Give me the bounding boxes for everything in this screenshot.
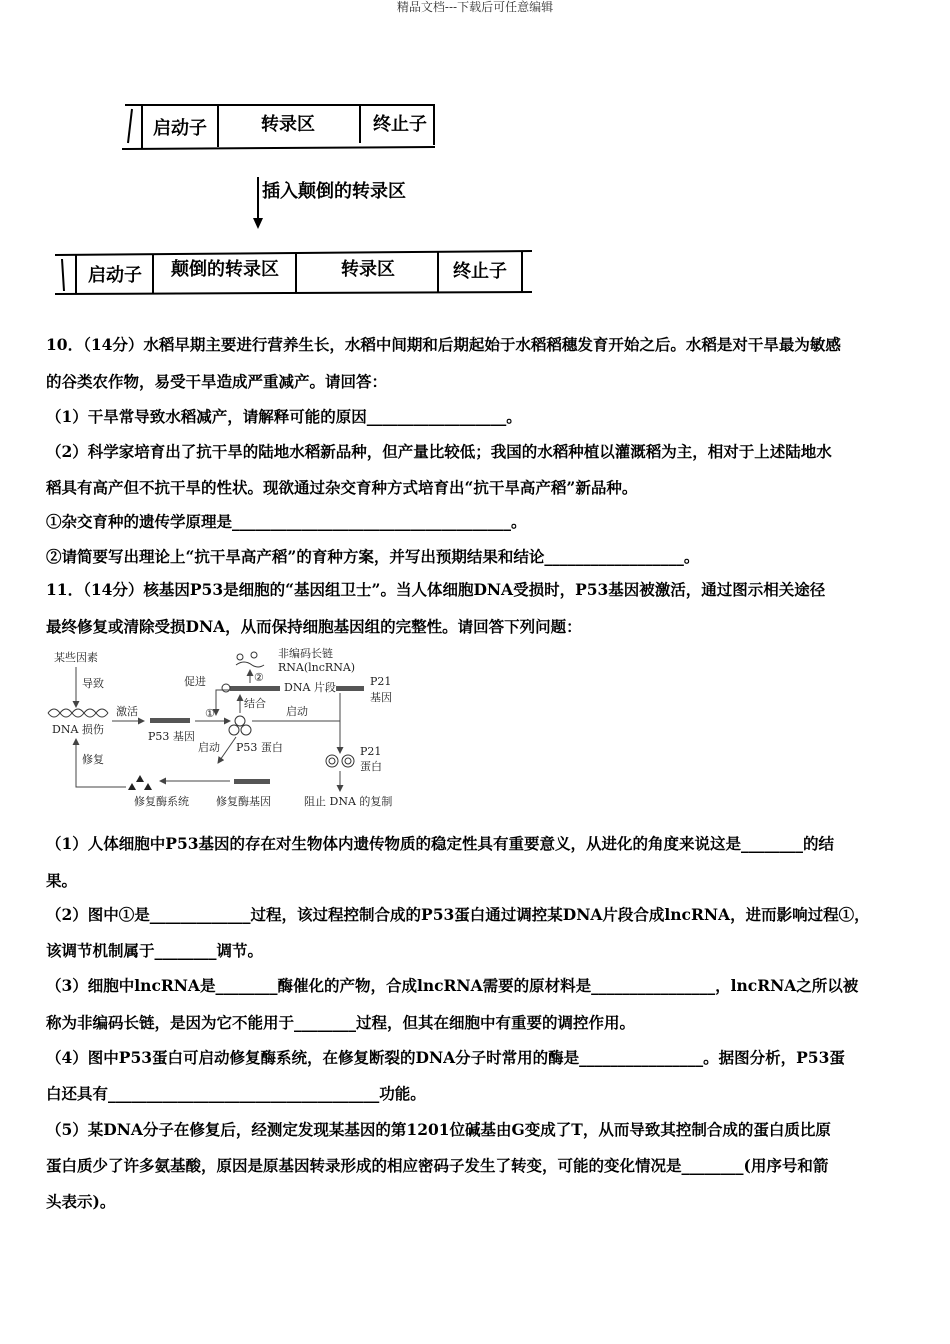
q10-line-5: 稻具有高产但不抗干旱的性状。现欲通过杂交育种方式培育出“抗干旱高产稻”新品种。	[46, 478, 638, 497]
dg-bind: 结合	[244, 697, 266, 710]
q10-line-1: 10．（14分）水稻早期主要进行营养生长，水稻中间期和后期起始于水稻稻穗发育开始之后。水稻是对干旱最为敏感	[46, 335, 841, 354]
q10-line-6: ①杂交育种的遗传学原理是____________________________________。	[46, 512, 527, 531]
dg-factors: 某些因素	[54, 651, 98, 664]
question-11-intro	[46, 581, 904, 641]
question-10	[46, 336, 904, 566]
dg-cause: 导致	[82, 677, 104, 690]
dg-block: 阻止 DNA 的复制	[304, 795, 393, 808]
q11-line-9: （5）某DNA分子在修复后，经测定发现某基因的第1201位碱基由G变成了T，从而导致其控制合成的蛋白质比原	[46, 1120, 831, 1139]
dg-p21-protein-2: 蛋白	[360, 760, 382, 773]
dg-lncrna-1: 非编码长链	[278, 647, 333, 660]
q11-intro-line-1: 11．（14分）核基因P53是细胞的“基因组卫士”。当人体细胞DNA受损时，P53基因被激活，通过图示相关途径	[46, 580, 826, 599]
q11-line-10: 蛋白质少了许多氨基酸，原因是原基因转录形成的相应密码子发生了转变，可能的变化情况是________(用序号和箭	[46, 1156, 829, 1175]
dg-p53-protein: P53 蛋白	[236, 741, 283, 754]
dg-start1: 启动	[286, 705, 308, 718]
q10-line-7: ②请简要写出理论上“抗干旱高产稻”的育种方案，并写出预期结果和结论__________________。	[46, 547, 700, 566]
fig1-row2-inverted: 颠倒的转录区	[171, 259, 279, 280]
q10-line-4: （2）科学家培育出了抗干旱的陆地水稻新品种，但产量比较低；我国的水稻种植以灌溉稻为主，相对于上述陆地水	[46, 442, 832, 461]
dg-p21-gene-2: 基因	[370, 691, 392, 704]
q11-line-11: 头表示)。	[46, 1192, 116, 1211]
q10-line-2: 的谷类农作物，易受干旱造成严重减产。请回答：	[46, 372, 388, 391]
q11-line-3: （2）图中①是_____________过程，该过程控制合成的P53蛋白通过调控某DNA片段合成lncRNA，进而影响过程①，	[46, 905, 870, 924]
q11-intro-line-2: 最终修复或清除受损DNA，从而保持细胞基因组的完整性。请回答下列问题：	[46, 617, 582, 636]
dg-repair-gene: 修复酶基因	[216, 795, 271, 808]
dg-activate: 激活	[116, 705, 138, 718]
dg-p21-gene-bar	[336, 686, 364, 691]
q11-line-7: （4）图中P53蛋白可启动修复酶系统，在修复断裂的DNA分子时常用的酶是________________。据图分析，P53蛋	[46, 1048, 845, 1067]
q11-line-6: 称为非编码长链，是因为它不能用于________过程，但其在细胞中有重要的调控作用。	[46, 1013, 636, 1032]
fig1-row1-promoter: 启动子	[153, 118, 207, 139]
dg-repair-gene-bar	[234, 779, 270, 784]
fig1-row2-terminator: 终止子	[453, 261, 507, 282]
q11-line-5: （3）细胞中lncRNA是________酶催化的产物，合成lncRNA需要的原材料是________________，lncRNA之所以被	[46, 976, 859, 995]
dg-circle2: ②	[254, 671, 264, 684]
q11-line-8: 白还具有___________________________________功能。	[46, 1084, 426, 1103]
fig1-row1-transcription: 转录区	[261, 114, 315, 135]
dg-promote: 促进	[184, 675, 206, 688]
q11-line-1: （1）人体细胞中P53基因的存在对生物体内遗传物质的稳定性具有重要意义，从进化的角度来说这是________的结	[46, 834, 835, 853]
dg-p53-gene: P53 基因	[148, 730, 195, 743]
fig1-row1-terminator: 终止子	[373, 114, 427, 135]
dg-p21-gene-1: P21	[370, 675, 392, 688]
dg-lncrna-2: RNA(lncRNA)	[278, 661, 356, 674]
dg-repair: 修复	[82, 753, 104, 766]
p53-pathway-diagram	[40, 645, 420, 815]
dg-p53-gene-bar	[150, 718, 190, 723]
dg-circle1: ①	[205, 707, 215, 720]
dg-dna-damage: DNA 损伤	[52, 723, 104, 736]
fig1-arrow-label: 插入颠倒的转录区	[262, 181, 406, 202]
dg-repair-system: 修复酶系统	[134, 795, 189, 808]
q11-line-4: 该调节机制属于________调节。	[46, 941, 264, 960]
fig1-row2-transcription: 转录区	[341, 259, 395, 280]
page-header: 精品文档---下载后可任意编辑	[396, 0, 554, 14]
dg-dna-fragment: DNA 片段	[284, 681, 336, 694]
dg-dna-fragment-bar	[230, 686, 280, 691]
q11-line-2: 果。	[46, 871, 78, 890]
gene-construct-figure	[50, 95, 550, 305]
question-11-items	[46, 835, 904, 1215]
fig1-row2-promoter: 启动子	[88, 265, 142, 286]
dg-p21-protein-1: P21	[360, 745, 382, 758]
dg-start2: 启动	[198, 741, 220, 754]
q10-line-3: （1）干旱常导致水稻减产，请解释可能的原因__________________。	[46, 407, 522, 426]
